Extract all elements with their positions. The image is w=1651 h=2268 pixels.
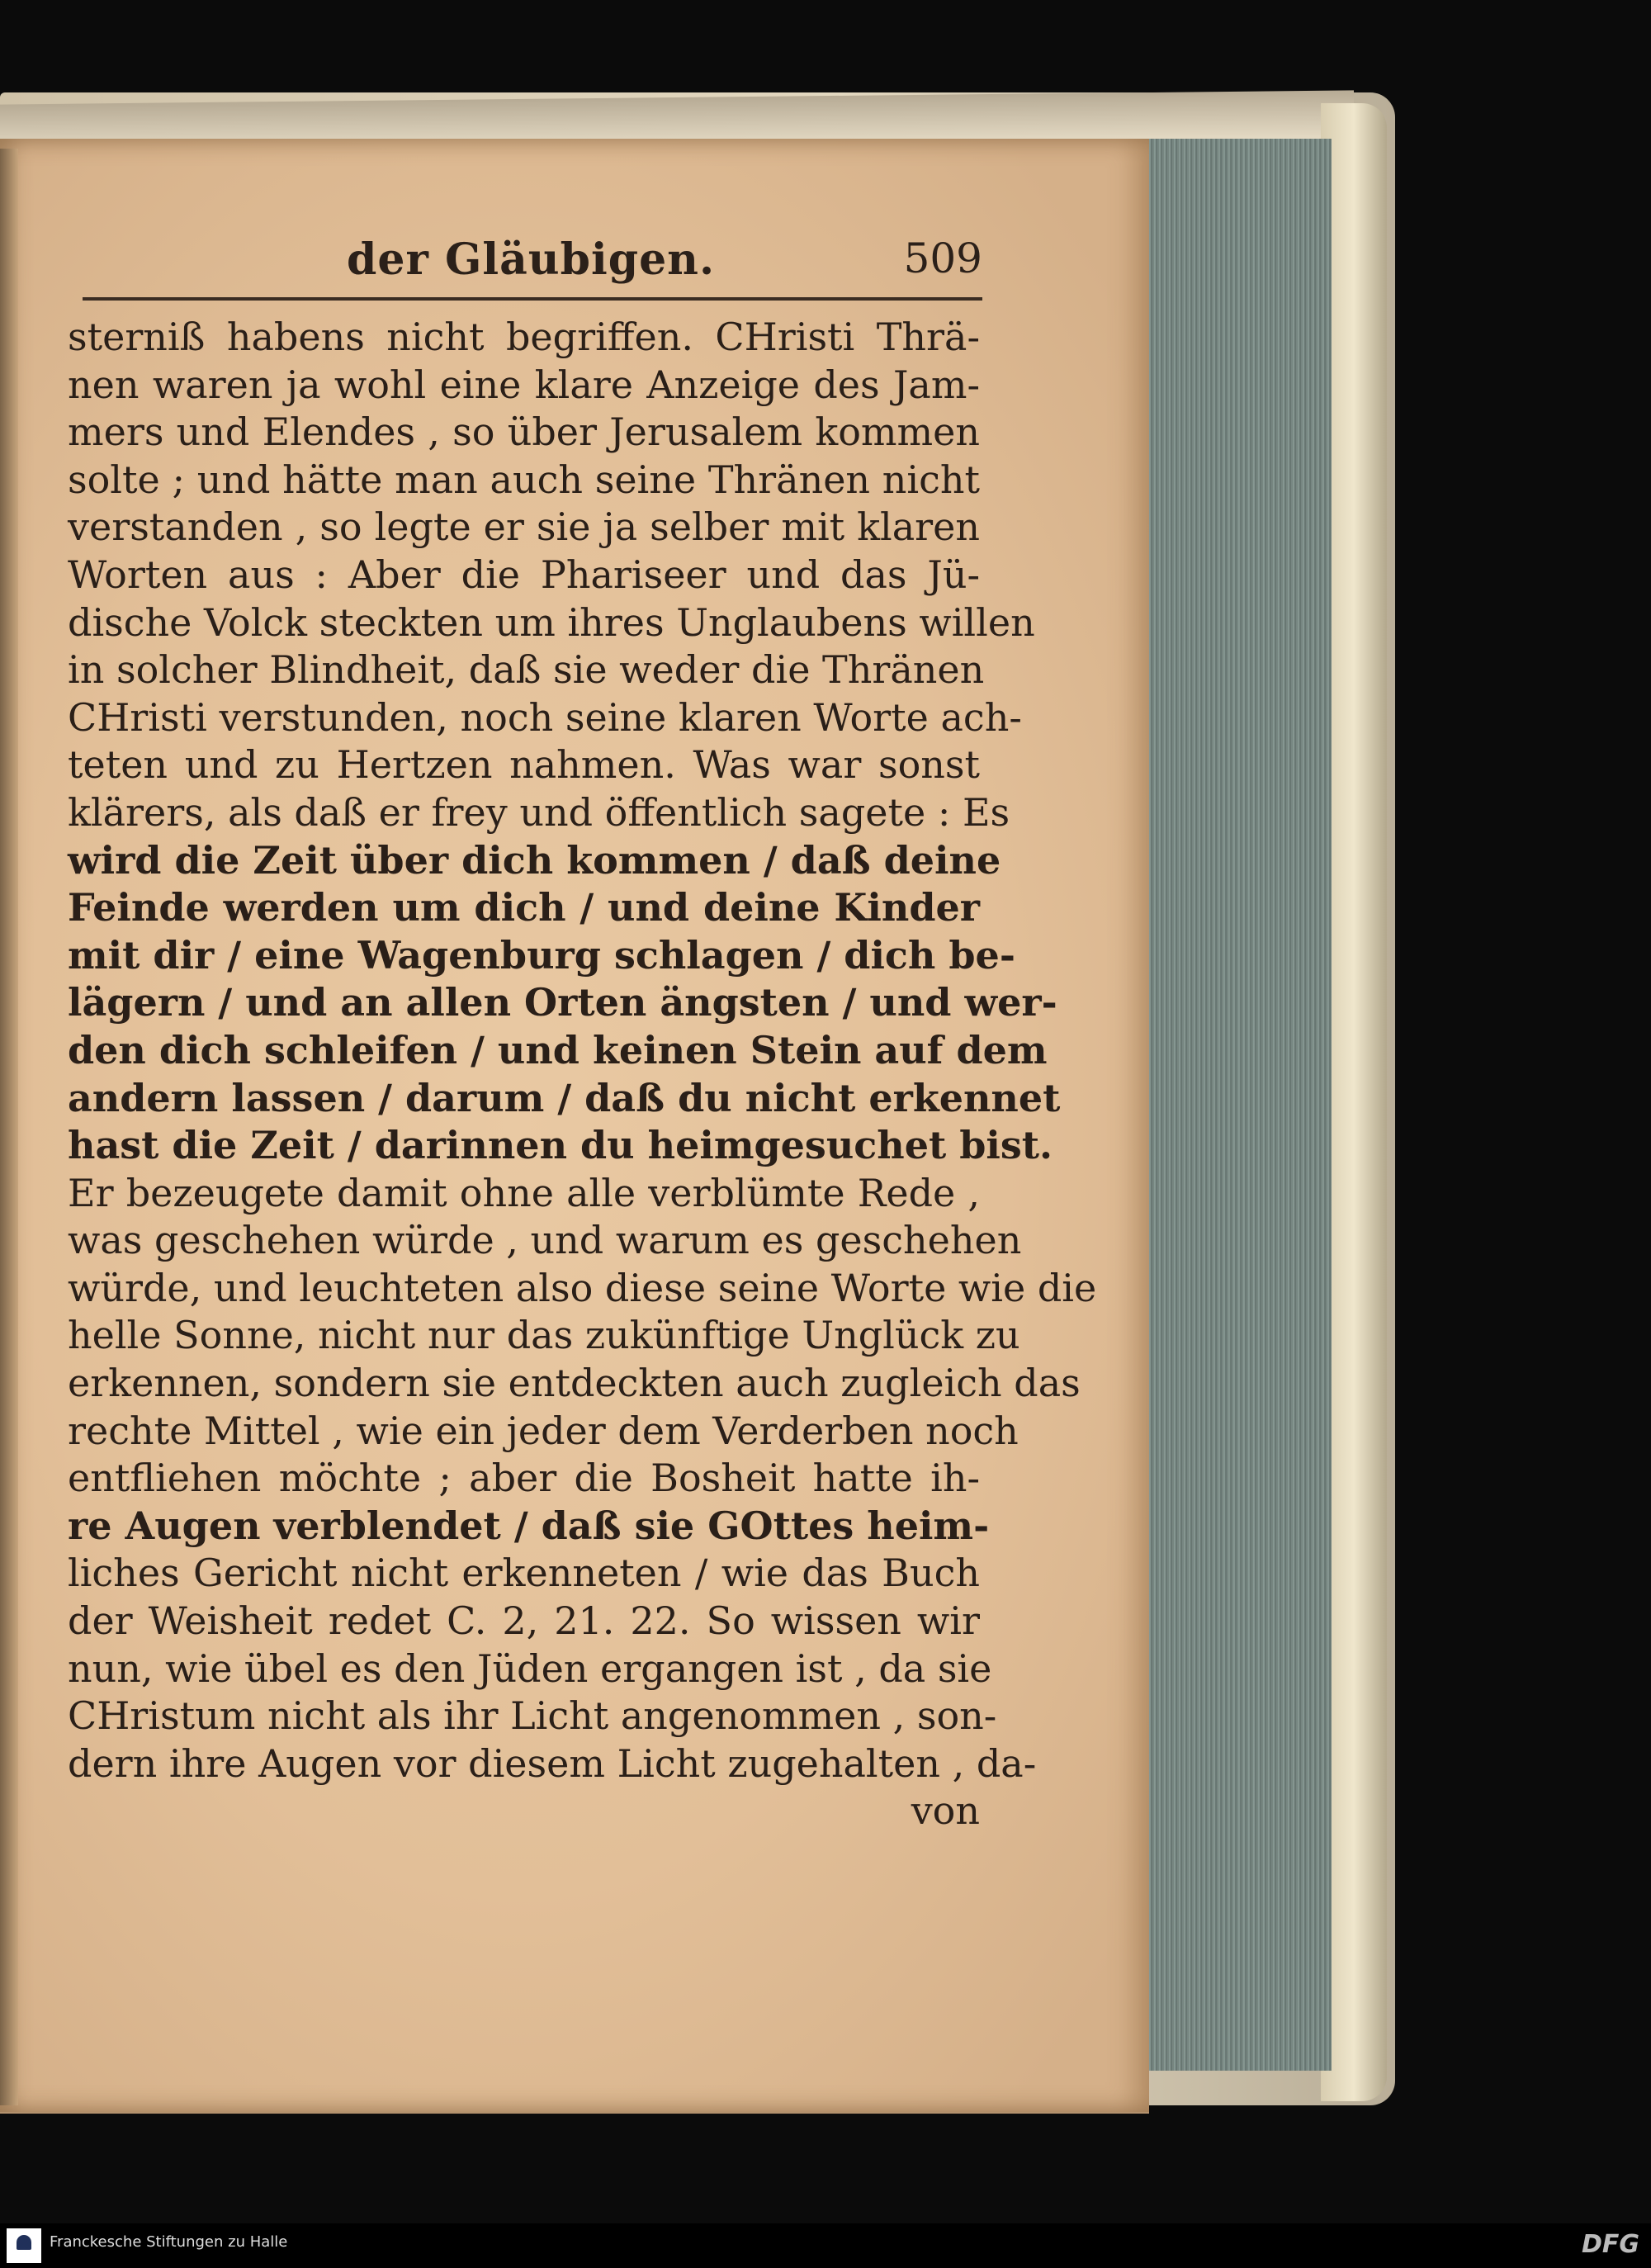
text-line: lägern / und an allen Orten ängsten / und wer- — [68, 980, 1057, 1025]
dfg-logo: DFG — [1581, 2230, 1639, 2259]
text-line: dische Volck steckten um ihres Unglaubens willen — [68, 599, 1035, 645]
text-line: klärers, als daß er frey und öffentlich sagete : Es — [68, 789, 1010, 835]
text-line: mers und Elendes , so über Jerusalem kommen — [68, 410, 980, 455]
text-line: wird die Zeit über dich kommen / daß deine — [68, 837, 1001, 883]
footer-institution: Franckesche Stiftungen zu Halle — [50, 2233, 288, 2251]
footer-bar — [0, 2223, 1651, 2268]
text-line: verstanden , so legte er sie ja selber mit klaren — [68, 504, 980, 550]
text-line: CHristi verstunden, noch seine klaren Worte ach- — [68, 694, 1022, 740]
text-line: den dich schleifen / und keinen Stein auf dem — [68, 1027, 1048, 1072]
text-line: dern ihre Augen vor diesem Licht zugehalten , da- — [68, 1740, 1037, 1786]
running-head: der Gläubigen. — [347, 234, 716, 285]
text-line: rechte Mittel , wie ein jeder dem Verderben noch — [68, 1408, 1019, 1453]
text-line: re Augen verblendet / daß sie GOttes heim- — [68, 1503, 990, 1548]
text-line: teten und zu Hertzen nahmen. Was war sonst — [68, 742, 980, 788]
text-line: CHristum nicht als ihr Licht angenommen , son- — [68, 1693, 997, 1739]
catchword: von — [911, 1788, 980, 1834]
text-line: hast die Zeit / darinnen du heimgesuchet bist. — [68, 1123, 1053, 1168]
text-line: Worten aus : Aber die Phariseer und das Jü- — [68, 552, 980, 597]
page-gutter — [0, 149, 18, 2105]
text-line: Er bezeugete damit ohne alle verblümte Rede , — [68, 1170, 980, 1215]
text-line: nun, wie übel es den Jüden ergangen ist , da sie — [68, 1645, 992, 1691]
text-line: Feinde werden um dich / und deine Kinder — [68, 885, 980, 930]
text-line: entfliehen möchte ; aber die Bosheit hatte ih- — [68, 1456, 980, 1501]
text-line: nen waren ja wohl eine klare Anzeige des Jam- — [68, 362, 980, 407]
text-line: andern lassen / darum / daß du nicht erkennet — [68, 1075, 1061, 1120]
header-rule — [83, 297, 982, 301]
text-line: sterniß habens nicht begriffen. CHristi Thrä- — [68, 315, 980, 359]
text-line: der Weisheit redet C. 2, 21. 22. So wissen wir — [68, 1598, 980, 1644]
page-number: 509 — [903, 234, 982, 282]
body-text — [68, 314, 1097, 1835]
text-line: solte ; und hätte man auch seine Thränen nicht — [68, 457, 980, 502]
text-line: in solcher Blindheit, daß sie weder die Thränen — [68, 647, 985, 693]
institution-logo-icon — [7, 2228, 41, 2263]
text-line: erkennen, sondern sie entdeckten auch zugleich das — [68, 1361, 1081, 1406]
page-header — [83, 230, 982, 296]
text-line: würde, und leuchteten also diese seine Worte wie die — [68, 1265, 1097, 1310]
text-line: helle Sonne, nicht nur das zukünftige Unglück zu — [68, 1313, 1020, 1358]
text-line: mit dir / eine Wagenburg schlagen / dich be- — [68, 932, 1015, 978]
text-line: liches Gericht nicht erkenneten / wie das Buch — [68, 1551, 980, 1596]
text-line: was geschehen würde , und warum es geschehen — [68, 1218, 1022, 1263]
